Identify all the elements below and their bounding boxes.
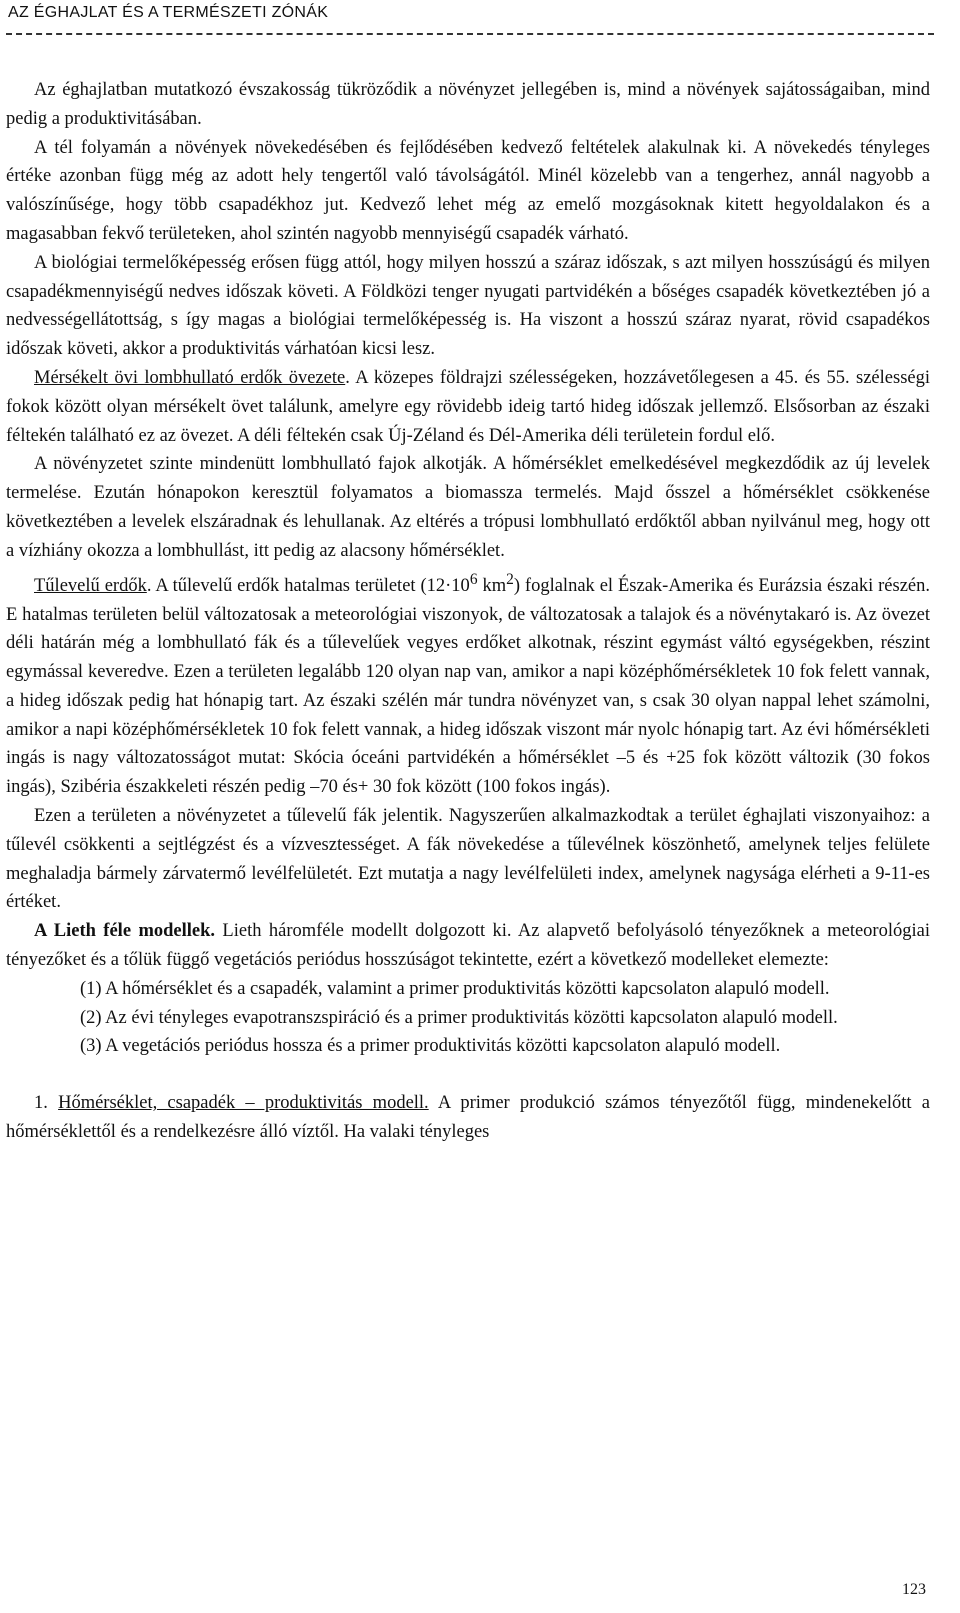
section-heading-coniferous: Tűlevelű erdők	[34, 575, 147, 596]
spacer	[6, 1061, 930, 1089]
running-header: AZ ÉGHAJLAT ÉS A TERMÉSZETI ZÓNÁK	[8, 4, 329, 21]
list-item-model-2: (2) Az évi tényleges evapotranszspiráció és a primer produktivitás közötti kapcsolaton alapuló modell.	[80, 1007, 838, 1028]
paragraph-deciduous-forests: Mérsékelt övi lombhullató erdők övezete. A közepes földrajzi szélességeken, hozzávetőlegesen a 45. és 55. szélességi fokok között olyan mérsékelt övet találunk, amelyre egy rövidebb ideig tartó hideg időszak jellemző. Elsősorban az északi féltekén található ez az övezet. A déli féltekén csak Új-Zéland és Dél-Amerika déli területein fordul elő.	[6, 367, 930, 446]
paragraph-coniferous-forests: Tűlevelű erdők. A tűlevelű erdők hatalmas területet ($12\cdot 10^6$ $km^2$) foglalnak el Észak-Amerika és Eurázsia északi részén. E hatalmas területen belül változatosak a meteorológiai viszonyok, de változatosak a talajok és a növénytakaró is. Az övezet déli határán még a lombhullató fák és a tűlevelűek vegyes erdőket alkotnak, részint egymást váltó egységekben, részint egymással keveredve. Ezen a területen legalább 120 olyan nap van, amikor a napi középhőmérsékletek 10 fok felett vannak, a hideg időszak pedig hat hónapig tart. Az északi szélén már tundra növényzet van, s csak 30 olyan nappal lehet számolni, amikor a napi középhőmérsékletek 10 fok felett vannak, a hideg időszak viszont már nyolc hónapig tart. Az évi hőmérsékleti ingás is nagy változatosságot mutat: Skócia óceáni partvidékén a hőmérséklet –5 és +25 fok között változik (30 fokos ingás), Szibéria északkeleti részén pedig –70 és+ 30 fok között (100 fokos ingás).	[6, 570, 931, 798]
page-number: 123	[902, 1581, 926, 1598]
list-item-model-1: (1) A hőmérséklet és a csapadék, valamint a primer produktivitás közötti kapcsolaton alapuló modell.	[80, 978, 830, 999]
section-heading-deciduous: Mérsékelt övi lombhullató erdők övezete	[34, 367, 346, 388]
header-divider	[6, 33, 934, 35]
section-heading-temperature-model: Hőmérséklet, csapadék – produktivitás modell.	[58, 1093, 429, 1114]
list-item-model-3: (3) A vegetációs periódus hossza és a primer produktivitás közötti kapcsolaton alapuló modell.	[80, 1036, 781, 1057]
paragraph-coniferous-vegetation: Ezen a területen a növényzetet a tűlevelű fák jelentik. Nagyszerűen alkalmazkodtak a terület éghajlati viszonyaihoz: a tűlevél csökkenti a sejtlégzést és a vízvesztességet. A fák növekedése a tűlevélnek köszönhető, amelynek teljes felülete meghaladja bármely zárvatermő levélfelületét. Ezt mutatja a nagy levélfelületi index, amelynek nagysága elérheti a 9-11-es értéket.	[6, 806, 930, 913]
paragraph-deciduous-vegetation: A növényzetet szinte mindenütt lombhullató fajok alkotják. A hőmérséklet emelkedésével megkezdődik az új levelek termelése. Ezután hónapokon keresztül folyamatos a biomassza termelés. Majd ősszel a hőmérséklet csökkenése következtében a levelek elszáradnak és lehullanak. Az eltérés a trópusi lombhullató erdőktől abban nyilvánul meg, hogy ott a vízhiány okozza a lombhullást, itt pedig az alacsony hőmérséklet.	[6, 454, 930, 561]
paragraph-winter-growth: A tél folyamán a növények növekedésében és fejlődésében kedvező feltételek alakulnak ki. A növekedés tényleges értéke azonban függ még az adott hely tengertől való távolságától. Minél közelebb van a tengerhez, annál nagyobb a valószínűsége, hogy több csapadékhoz jut. Kedvező lehet még az emelő mozgásoknak kitett hegyoldalakon és a magasabban fekvő területeken, ahol szintén nagyobb mennyiségű csapadék várható.	[6, 137, 930, 244]
paragraph-productivity: A biológiai termelőképesség erősen függ attól, hogy milyen hosszú a száraz időszak, s azt milyen hosszúságú és milyen csapadékmennyiségű nedves időszak követi. A Földközi tenger nyugati partvidékén a bőséges csapadék következtében jó a nedvességellátottság, s így magas a biológiai termelőképesség is. Ha viszont a hosszú száraz nyarat, rövid csapadékos időszak követi, akkor a produktivitás várhatóan kicsi lesz.	[6, 252, 930, 360]
paragraph-lieth-models: A Lieth féle modellek. Lieth háromféle modellt dolgozott ki. Az alapvető befolyásoló tényezőknek a meteorológiai tényezőket és a tőlük függő vegetációs periódus hosszúságot tekintette, ezért a következő modelleket elemezte:	[6, 921, 930, 971]
paragraph-intro: Az éghajlatban mutatkozó évszakosság tükröződik a növényzet jellegében is, mind a növények sajátosságaiban, mind pedig a produktivitásában.	[6, 80, 930, 129]
paragraph-temperature-model: 1. Hőmérséklet, csapadék – produktivitás modell. A primer produkció számos tényezőtől függ, mindenekelőtt a hőmérséklettől és a rendelkezésre álló víztől. Ha valaki tényleges	[6, 1093, 930, 1143]
page-body	[6, 76, 930, 1147]
section-heading-lieth: A Lieth féle modellek.	[34, 921, 216, 942]
